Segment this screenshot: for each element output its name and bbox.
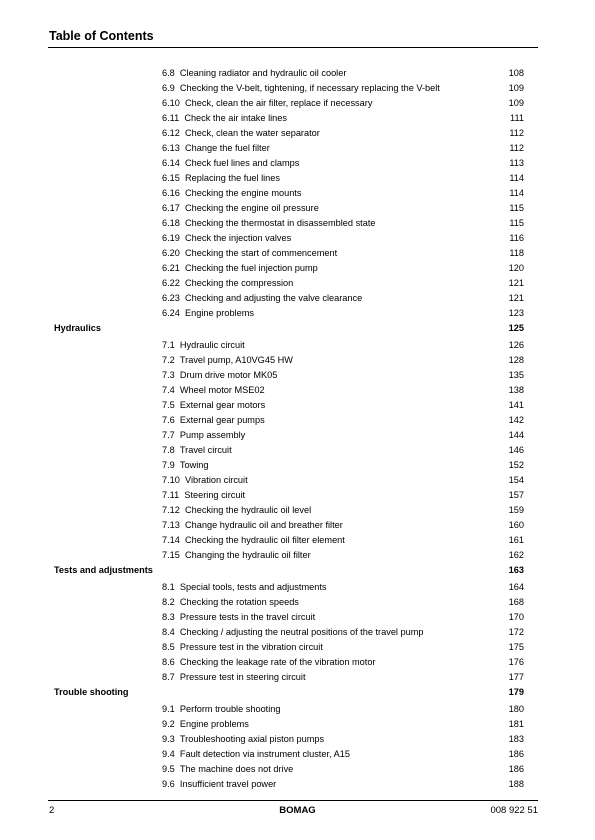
toc-entry-text: Checking the compression — [185, 278, 294, 288]
toc-entry-title — [162, 383, 265, 398]
toc-chapter[interactable] — [0, 685, 595, 702]
toc-page-number: 162 — [508, 550, 524, 560]
toc-page-number: 121 — [508, 293, 524, 303]
toc-entry[interactable] — [0, 670, 595, 685]
toc-entry-number: 6.24 — [162, 308, 180, 318]
toc-entry[interactable] — [0, 428, 595, 443]
toc-entry-text: Checking the fuel injection pump — [185, 263, 318, 273]
footer-rule — [48, 800, 538, 801]
toc-entry[interactable] — [0, 201, 595, 216]
toc-entry[interactable] — [0, 732, 595, 747]
toc-page-number: 123 — [508, 308, 524, 318]
toc-entry-text: Wheel motor MSE02 — [179, 385, 265, 395]
toc-chapter[interactable] — [0, 321, 595, 338]
toc-page-number: 186 — [508, 764, 524, 774]
toc-entry[interactable] — [0, 595, 595, 610]
toc-entry-text: Pump assembly — [179, 430, 246, 440]
toc-entry-text: Check the air intake lines — [184, 113, 287, 123]
toc-chapter-title: Trouble shooting — [54, 687, 129, 697]
toc-entry-title — [162, 762, 293, 777]
toc-entry[interactable] — [0, 291, 595, 306]
toc-entry[interactable] — [0, 353, 595, 368]
toc-entry[interactable] — [0, 246, 595, 261]
toc-entry[interactable] — [0, 747, 595, 762]
toc-entry-text: Checking the engine oil pressure — [185, 203, 319, 213]
toc-entry-title — [162, 201, 319, 216]
toc-entry-text: Checking the leakage rate of the vibration motor — [179, 657, 376, 667]
toc-entry-title — [162, 413, 265, 428]
toc-entry-title — [162, 141, 270, 156]
toc-entry-title — [162, 246, 337, 261]
toc-page-number: 161 — [508, 535, 524, 545]
toc-page-number: 183 — [508, 734, 524, 744]
toc-entry[interactable] — [0, 473, 595, 488]
toc-entry-text: Engine problems — [185, 308, 254, 318]
toc-entry[interactable] — [0, 126, 595, 141]
toc-entry-number: 6.10 — [162, 98, 180, 108]
toc-entry-title — [162, 655, 376, 670]
toc-entry-number: 7.8 — [162, 445, 175, 455]
toc-entry-number: 9.6 — [162, 779, 175, 789]
toc-page-number: 109 — [508, 83, 524, 93]
toc-entry-text: Drum drive motor MK05 — [179, 370, 278, 380]
toc-entry-title — [162, 276, 293, 291]
toc-entry-title — [162, 625, 424, 640]
toc-page-number: 164 — [508, 582, 524, 592]
toc-entry[interactable] — [0, 261, 595, 276]
toc-entry-title — [162, 580, 326, 595]
toc-entry-text: Replacing the fuel lines — [185, 173, 280, 183]
toc-entry-text: Check fuel lines and clamps — [185, 158, 300, 168]
toc-entry-number: 6.20 — [162, 248, 180, 258]
toc-entry[interactable] — [0, 231, 595, 246]
toc-page-number: 116 — [509, 233, 524, 243]
toc-entry-number: 6.15 — [162, 173, 180, 183]
toc-entry-title — [162, 443, 232, 458]
toc-page-number: 157 — [508, 490, 524, 500]
toc-page-number: 168 — [508, 597, 524, 607]
toc-entry-number: 8.1 — [162, 582, 175, 592]
toc-entry-number: 7.7 — [162, 430, 175, 440]
footer-doc-number: 008 922 51 — [490, 805, 538, 816]
toc-entry-number: 7.3 — [162, 370, 175, 380]
toc-entry-text: Checking the thermostat in disassembled state — [185, 218, 376, 228]
toc-entry-number: 6.22 — [162, 278, 180, 288]
toc-entry-title — [162, 548, 311, 563]
toc-entry-text: Check the injection valves — [185, 233, 292, 243]
toc-page-number: 159 — [508, 505, 524, 515]
toc-entry-number: 6.17 — [162, 203, 180, 213]
toc-entry-number: 9.3 — [162, 734, 175, 744]
toc-entry-title — [162, 747, 350, 762]
toc-entry-number: 7.5 — [162, 400, 175, 410]
toc-entry-title — [162, 702, 281, 717]
toc-page-number: 138 — [508, 385, 524, 395]
toc-entry[interactable] — [0, 81, 595, 96]
toc-entry[interactable] — [0, 625, 595, 640]
toc-entry-title — [162, 216, 375, 231]
toc-entry-text: Perform trouble shooting — [179, 704, 281, 714]
toc-entry-text: Fault detection via instrument cluster, A15 — [179, 749, 350, 759]
toc-entry-title — [162, 126, 320, 141]
toc-entry-title — [162, 732, 324, 747]
toc-entry-number: 6.13 — [162, 143, 180, 153]
header-rule — [48, 47, 538, 48]
toc-page-number: 163 — [508, 565, 524, 575]
toc-entry-number: 6.12 — [162, 128, 180, 138]
toc-entry-number: 7.6 — [162, 415, 175, 425]
toc-page-number: 188 — [508, 779, 524, 789]
table-of-contents — [0, 66, 595, 792]
toc-entry[interactable] — [0, 171, 595, 186]
toc-entry-title — [162, 156, 299, 171]
toc-page-number: 112 — [509, 143, 524, 153]
toc-entry-number: 6.8 — [162, 68, 175, 78]
toc-entry-number: 7.9 — [162, 460, 175, 470]
toc-page-number: 144 — [508, 430, 524, 440]
toc-entry-number: 7.14 — [162, 535, 180, 545]
toc-entry-title — [162, 595, 299, 610]
toc-entry-text: Checking the hydraulic oil level — [185, 505, 312, 515]
toc-page-number: 114 — [509, 188, 524, 198]
toc-page-number: 177 — [508, 672, 524, 682]
toc-page-number: 181 — [508, 719, 524, 729]
toc-entry-text: Travel pump, A10VG45 HW — [179, 355, 293, 365]
toc-entry-text: Checking the V-belt, tightening, if necessary replacing the V-belt — [179, 83, 440, 93]
toc-entry-number: 7.1 — [162, 340, 175, 350]
toc-entry-title — [162, 81, 440, 96]
toc-page-number: 112 — [509, 128, 524, 138]
toc-entry[interactable] — [0, 777, 595, 792]
toc-page-number: 180 — [508, 704, 524, 714]
toc-page-number: 160 — [508, 520, 524, 530]
toc-entry-title — [162, 261, 318, 276]
toc-page-number: 176 — [508, 657, 524, 667]
toc-entry-text: Checking the rotation speeds — [179, 597, 299, 607]
toc-entry-title — [162, 428, 245, 443]
toc-entry-title — [162, 291, 362, 306]
toc-entry[interactable] — [0, 413, 595, 428]
toc-entry[interactable] — [0, 276, 595, 291]
toc-entry-number: 8.2 — [162, 597, 175, 607]
toc-page-number: 141 — [508, 400, 524, 410]
toc-entry-title — [162, 458, 209, 473]
toc-entry-number: 6.18 — [162, 218, 180, 228]
toc-entry-text: Checking the engine mounts — [185, 188, 302, 198]
toc-entry-text: Troubleshooting axial piston pumps — [179, 734, 325, 744]
toc-entry-text: Vibration circuit — [185, 475, 248, 485]
toc-chapter[interactable] — [0, 563, 595, 580]
toc-entry-number: 8.4 — [162, 627, 175, 637]
toc-entry-title — [162, 473, 248, 488]
toc-entry-title — [162, 533, 345, 548]
toc-entry[interactable] — [0, 111, 595, 126]
toc-entry-number: 6.14 — [162, 158, 180, 168]
toc-entry[interactable] — [0, 96, 595, 111]
toc-entry-number: 6.19 — [162, 233, 180, 243]
toc-entry[interactable] — [0, 580, 595, 595]
toc-chapter-title: Tests and adjustments — [54, 565, 153, 575]
toc-entry-title — [162, 66, 346, 81]
toc-entry-number: 7.12 — [162, 505, 180, 515]
toc-entry-number: 8.7 — [162, 672, 175, 682]
toc-entry-title — [162, 640, 323, 655]
toc-entry-text: Towing — [179, 460, 209, 470]
toc-entry[interactable] — [0, 368, 595, 383]
toc-page-number: 115 — [509, 203, 524, 213]
toc-entry-text: Checking / adjusting the neutral positions of the travel pump — [179, 627, 424, 637]
toc-entry-title — [162, 610, 315, 625]
toc-entry[interactable] — [0, 717, 595, 732]
toc-entry-title — [162, 368, 277, 383]
footer-page-number: 2 — [49, 805, 55, 816]
toc-entry-number: 8.6 — [162, 657, 175, 667]
toc-entry-text: Change the fuel filter — [185, 143, 270, 153]
toc-entry[interactable] — [0, 533, 595, 548]
toc-page-number: 186 — [508, 749, 524, 759]
toc-page-number: 172 — [508, 627, 524, 637]
toc-entry-text: Insufficient travel power — [179, 779, 277, 789]
toc-entry-text: Steering circuit — [184, 490, 246, 500]
toc-page-number: 154 — [508, 475, 524, 485]
toc-entry[interactable] — [0, 655, 595, 670]
toc-entry-text: Engine problems — [179, 719, 249, 729]
toc-entry[interactable] — [0, 141, 595, 156]
toc-entry-number: 6.9 — [162, 83, 175, 93]
toc-page-number: 113 — [509, 158, 524, 168]
toc-page-number: 175 — [508, 642, 524, 652]
toc-entry-text: Checking and adjusting the valve clearance — [185, 293, 363, 303]
toc-entry-text: Changing the hydraulic oil filter — [185, 550, 311, 560]
toc-entry-number: 8.5 — [162, 642, 175, 652]
toc-page-number: 135 — [508, 370, 524, 380]
toc-entry[interactable] — [0, 186, 595, 201]
toc-entry[interactable] — [0, 443, 595, 458]
toc-entry-text: Hydraulic circuit — [179, 340, 245, 350]
toc-entry-number: 7.4 — [162, 385, 175, 395]
toc-entry-text: Pressure test in steering circuit — [179, 672, 306, 682]
toc-entry-title — [162, 111, 287, 126]
toc-entry[interactable] — [0, 306, 595, 321]
toc-entry-number: 7.15 — [162, 550, 180, 560]
toc-entry-text: Change hydraulic oil and breather filter — [185, 520, 343, 530]
toc-entry-title — [162, 171, 280, 186]
toc-entry-number: 7.10 — [162, 475, 180, 485]
toc-entry-number: 6.23 — [162, 293, 180, 303]
toc-entry-text: Checking the start of commencement — [185, 248, 338, 258]
toc-entry-title — [162, 670, 306, 685]
toc-page-number: 111 — [510, 113, 524, 123]
toc-page-number: 126 — [508, 340, 524, 350]
toc-entry-title — [162, 717, 249, 732]
toc-page-number: 125 — [508, 323, 524, 333]
toc-entry-title — [162, 503, 311, 518]
toc-entry[interactable] — [0, 66, 595, 81]
toc-entry[interactable] — [0, 398, 595, 413]
toc-entry-text: Special tools, tests and adjustments — [179, 582, 327, 592]
toc-page-number: 146 — [508, 445, 524, 455]
toc-entry-number: 6.16 — [162, 188, 180, 198]
toc-page-number: 114 — [509, 173, 524, 183]
toc-entry-title — [162, 488, 245, 503]
toc-entry-number: 9.4 — [162, 749, 175, 759]
toc-entry-text: External gear motors — [179, 400, 266, 410]
toc-entry-title — [162, 353, 293, 368]
toc-entry-text: Pressure test in the vibration circuit — [179, 642, 323, 652]
toc-entry-title — [162, 231, 291, 246]
toc-entry-title — [162, 338, 245, 353]
toc-entry-title — [162, 518, 343, 533]
toc-page-number: 109 — [508, 98, 524, 108]
toc-page-number: 142 — [508, 415, 524, 425]
toc-entry-text: Pressure tests in the travel circuit — [179, 612, 316, 622]
toc-entry-number: 9.1 — [162, 704, 175, 714]
toc-entry-text: The machine does not drive — [179, 764, 294, 774]
toc-entry-number: 7.11 — [162, 490, 180, 500]
toc-page-number: 118 — [509, 248, 524, 258]
toc-entry[interactable] — [0, 216, 595, 231]
toc-entry-title — [162, 96, 372, 111]
toc-page-number: 170 — [508, 612, 524, 622]
toc-entry-number: 9.5 — [162, 764, 175, 774]
toc-entry-number: 7.2 — [162, 355, 175, 365]
toc-entry[interactable] — [0, 156, 595, 171]
toc-entry-number: 8.3 — [162, 612, 175, 622]
toc-entry-text: External gear pumps — [179, 415, 265, 425]
toc-entry[interactable] — [0, 488, 595, 503]
toc-page-number: 120 — [508, 263, 524, 273]
toc-entry-number: 7.13 — [162, 520, 180, 530]
toc-entry-title — [162, 398, 265, 413]
toc-entry-text: Travel circuit — [179, 445, 232, 455]
toc-entry[interactable] — [0, 762, 595, 777]
toc-entry-title — [162, 777, 276, 792]
toc-page-number: 121 — [508, 278, 524, 288]
toc-entry-text: Check, clean the air filter, replace if necessary — [185, 98, 373, 108]
toc-entry[interactable] — [0, 458, 595, 473]
toc-entry-text: Cleaning radiator and hydraulic oil cooler — [179, 68, 347, 78]
toc-entry-text: Check, clean the water separator — [185, 128, 320, 138]
page-title: Table of Contents — [49, 29, 154, 43]
toc-entry[interactable] — [0, 503, 595, 518]
toc-page-number: 152 — [508, 460, 524, 470]
toc-entry-title — [162, 186, 301, 201]
toc-entry[interactable] — [0, 518, 595, 533]
toc-entry[interactable] — [0, 610, 595, 625]
toc-entry-text: Checking the hydraulic oil filter element — [185, 535, 345, 545]
toc-page-number: 179 — [508, 687, 524, 697]
toc-entry[interactable] — [0, 383, 595, 398]
toc-page-number: 108 — [508, 68, 524, 78]
toc-entry[interactable] — [0, 702, 595, 717]
toc-entry-number: 6.11 — [162, 113, 180, 123]
toc-entry-number: 9.2 — [162, 719, 175, 729]
toc-page-number: 115 — [509, 218, 524, 228]
footer-brand: BOMAG — [279, 805, 316, 816]
toc-entry-number: 6.21 — [162, 263, 180, 273]
toc-entry[interactable] — [0, 548, 595, 563]
toc-entry[interactable] — [0, 338, 595, 353]
toc-chapter-title: Hydraulics — [54, 323, 101, 333]
toc-page-number: 128 — [508, 355, 524, 365]
toc-entry[interactable] — [0, 640, 595, 655]
toc-entry-title — [162, 306, 254, 321]
